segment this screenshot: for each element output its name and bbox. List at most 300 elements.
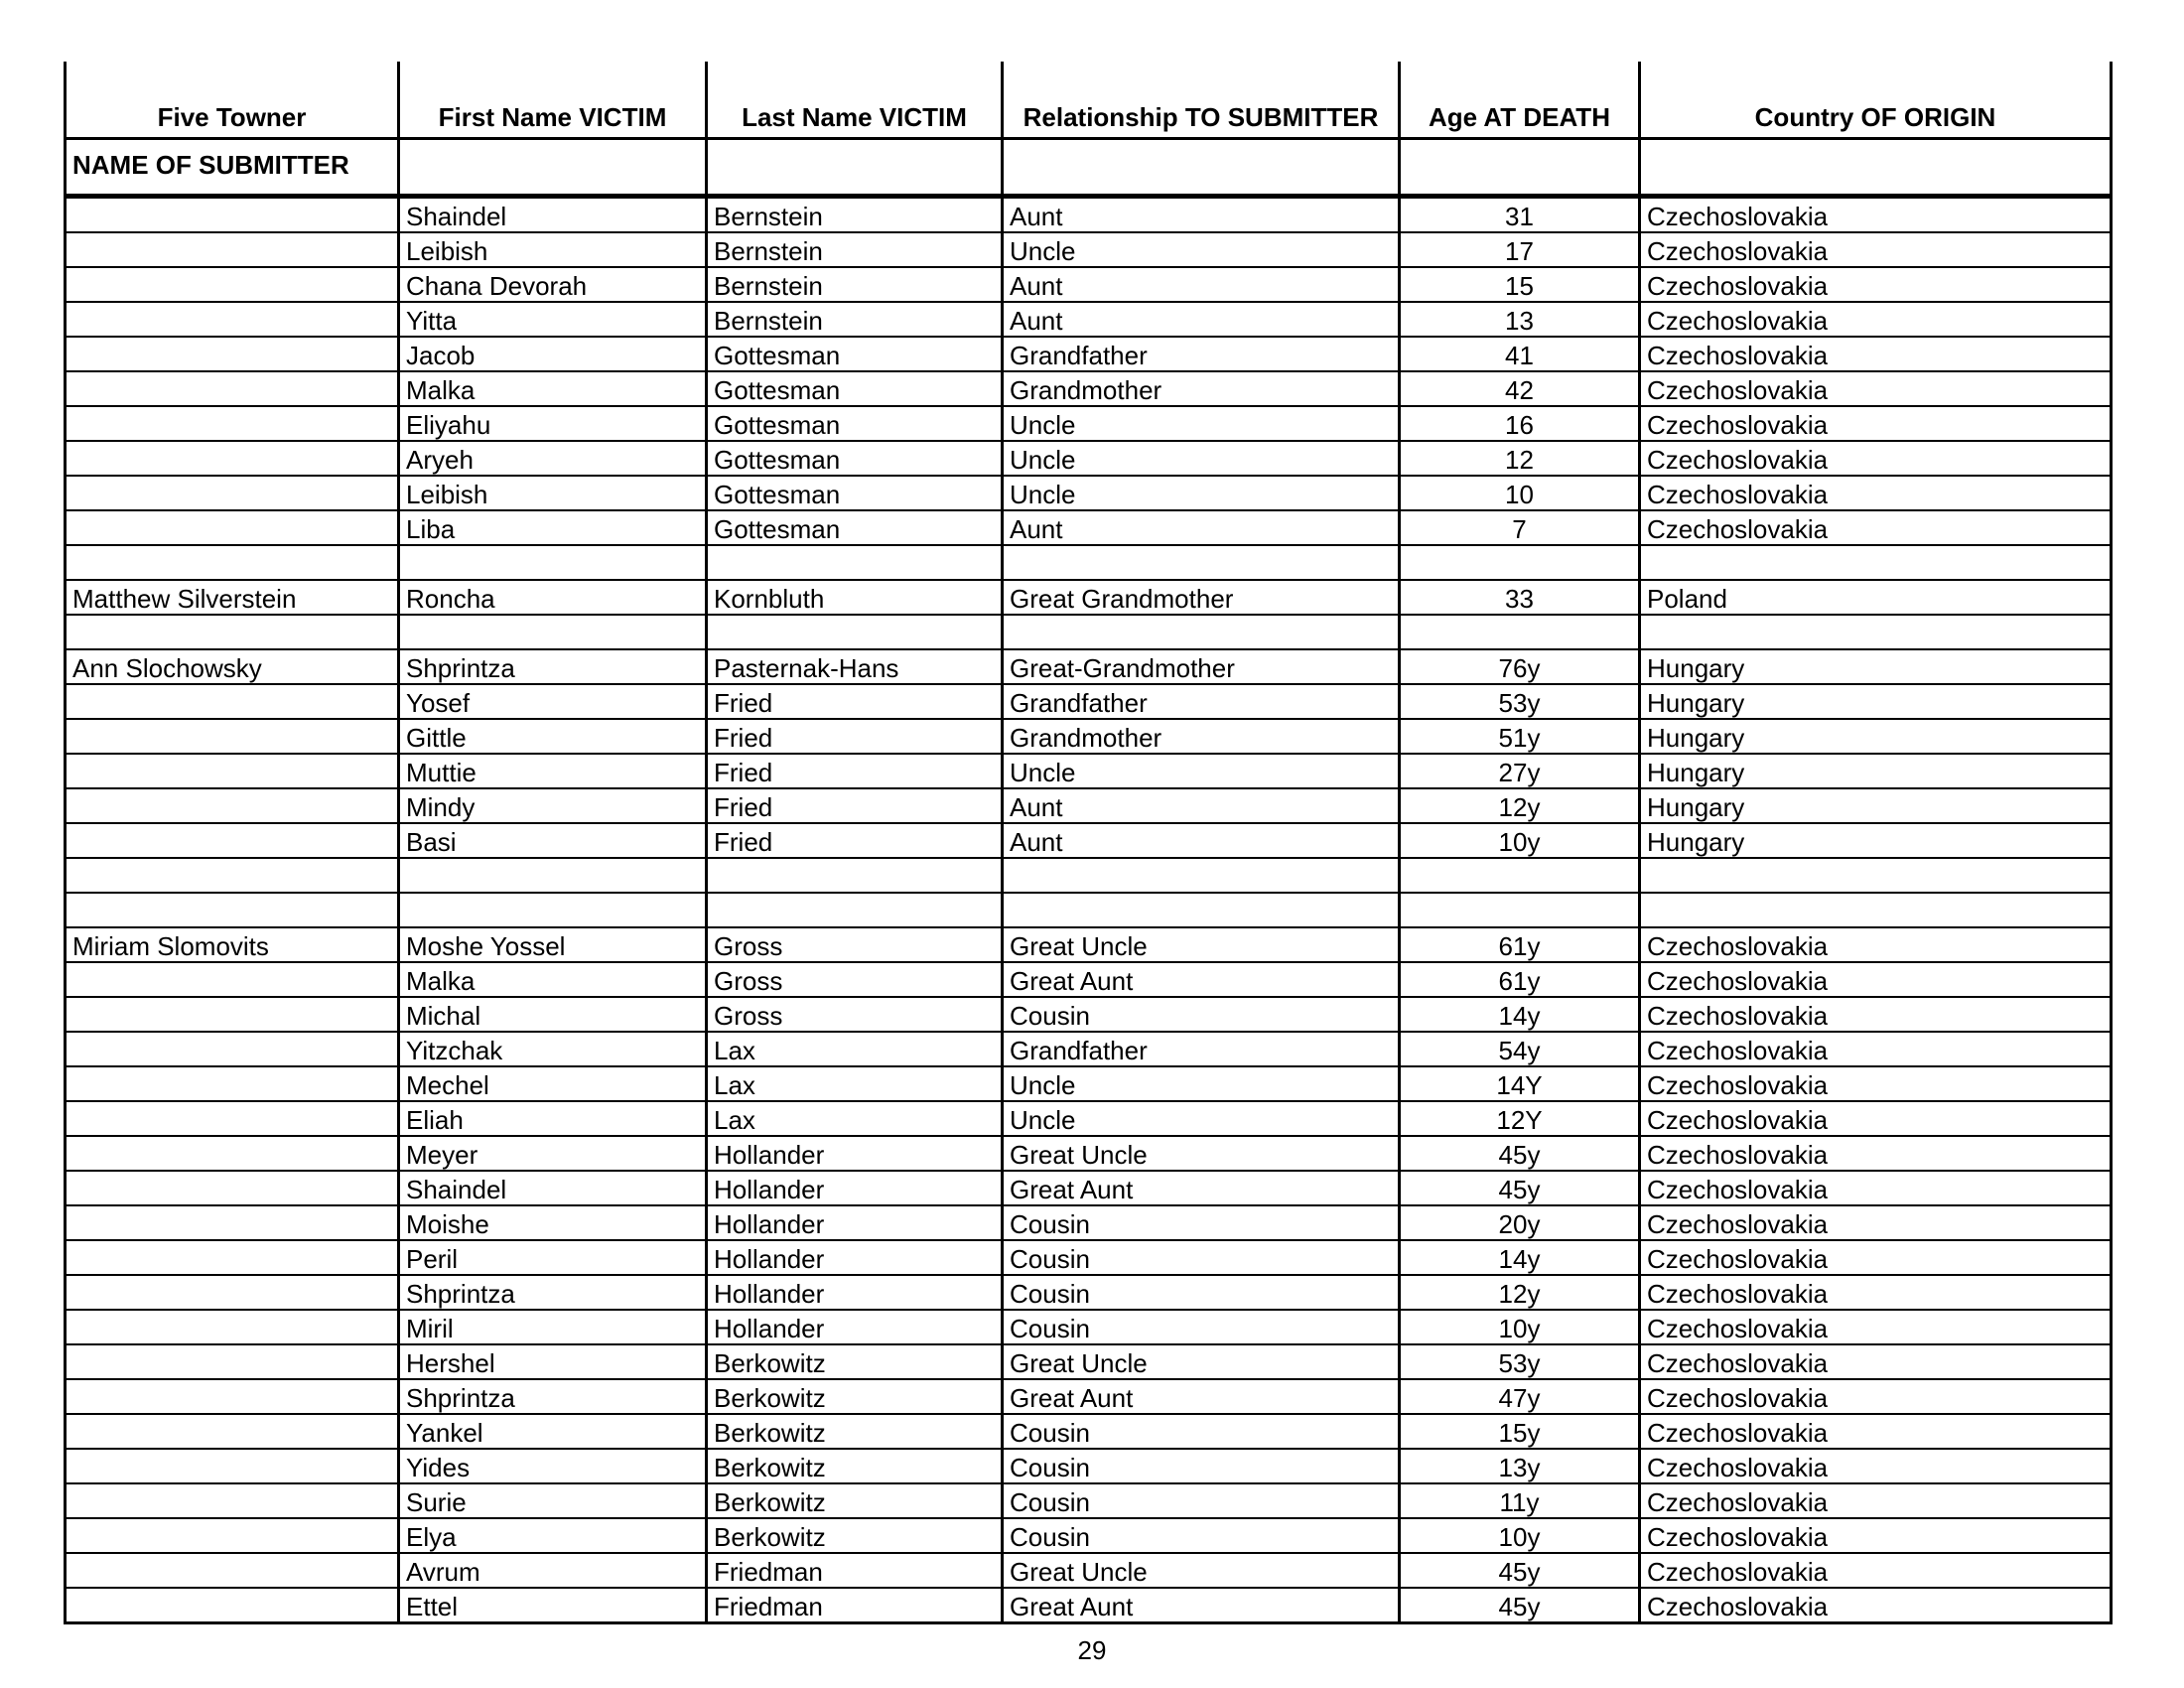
cell-relationship: Great Aunt — [1003, 1588, 1400, 1623]
cell-country: Czechoslovakia — [1640, 997, 2112, 1032]
cell-country: Czechoslovakia — [1640, 476, 2112, 510]
cell-first-name: Leibish — [399, 476, 707, 510]
cell-relationship: Aunt — [1003, 302, 1400, 337]
cell-submitter — [66, 684, 399, 719]
cell-submitter — [66, 997, 399, 1032]
cell-last-name: Hollander — [707, 1171, 1003, 1205]
cell-first-name: Hershel — [399, 1344, 707, 1379]
cell-first-name: Yosef — [399, 684, 707, 719]
table-row — [66, 476, 2112, 510]
cell-submitter — [66, 858, 399, 893]
cell-first-name — [399, 858, 707, 893]
cell-submitter — [66, 962, 399, 997]
table-row — [66, 1344, 2112, 1379]
cell-age: 42 — [1400, 371, 1640, 406]
cell-last-name: Lax — [707, 1032, 1003, 1066]
cell-age: 61y — [1400, 927, 1640, 962]
cell-relationship: Aunt — [1003, 267, 1400, 302]
subheader-empty — [1400, 139, 1640, 197]
cell-relationship: Cousin — [1003, 1483, 1400, 1518]
cell-country: Hungary — [1640, 823, 2112, 858]
table-row — [66, 754, 2112, 788]
cell-last-name: Berkowitz — [707, 1449, 1003, 1483]
cell-last-name — [707, 893, 1003, 927]
cell-last-name: Gross — [707, 962, 1003, 997]
cell-submitter — [66, 1171, 399, 1205]
cell-submitter — [66, 1449, 399, 1483]
cell-submitter — [66, 615, 399, 649]
cell-country: Czechoslovakia — [1640, 441, 2112, 476]
table-row — [66, 615, 2112, 649]
table-row — [66, 580, 2112, 615]
cell-first-name: Avrum — [399, 1553, 707, 1588]
cell-country: Czechoslovakia — [1640, 962, 2112, 997]
cell-first-name: Yitzchak — [399, 1032, 707, 1066]
table-body — [66, 197, 2112, 1623]
cell-age: 47y — [1400, 1379, 1640, 1414]
cell-age: 12y — [1400, 1275, 1640, 1310]
cell-last-name: Lax — [707, 1101, 1003, 1136]
cell-age: 10y — [1400, 823, 1640, 858]
cell-age: 15y — [1400, 1414, 1640, 1449]
page-number: 29 — [1077, 1635, 1107, 1665]
cell-last-name: Friedman — [707, 1553, 1003, 1588]
table-row — [66, 788, 2112, 823]
cell-last-name — [707, 615, 1003, 649]
table-row — [66, 1588, 2112, 1623]
cell-age: 45y — [1400, 1171, 1640, 1205]
cell-first-name: Leibish — [399, 232, 707, 267]
table-row — [66, 232, 2112, 267]
table-row — [66, 267, 2112, 302]
cell-first-name: Eliah — [399, 1101, 707, 1136]
cell-first-name: Shaindel — [399, 197, 707, 233]
cell-country — [1640, 893, 2112, 927]
cell-country: Hungary — [1640, 649, 2112, 684]
cell-submitter — [66, 788, 399, 823]
cell-age: 12y — [1400, 788, 1640, 823]
table-header — [66, 62, 2112, 197]
cell-relationship: Cousin — [1003, 1449, 1400, 1483]
cell-last-name — [707, 858, 1003, 893]
cell-last-name: Berkowitz — [707, 1483, 1003, 1518]
cell-last-name: Fried — [707, 684, 1003, 719]
cell-age: 45y — [1400, 1553, 1640, 1588]
table-row — [66, 1449, 2112, 1483]
table-row — [66, 962, 2112, 997]
cell-last-name: Berkowitz — [707, 1518, 1003, 1553]
cell-country: Czechoslovakia — [1640, 1518, 2112, 1553]
cell-submitter — [66, 1344, 399, 1379]
cell-age: 10y — [1400, 1518, 1640, 1553]
cell-age: 16 — [1400, 406, 1640, 441]
cell-country: Czechoslovakia — [1640, 510, 2112, 545]
cell-age: 53y — [1400, 1344, 1640, 1379]
table-row — [66, 858, 2112, 893]
cell-relationship: Cousin — [1003, 1275, 1400, 1310]
victims-table — [64, 62, 2113, 1624]
cell-last-name: Bernstein — [707, 232, 1003, 267]
cell-age: 7 — [1400, 510, 1640, 545]
cell-submitter — [66, 302, 399, 337]
cell-country: Czechoslovakia — [1640, 1275, 2112, 1310]
cell-relationship: Cousin — [1003, 997, 1400, 1032]
cell-submitter — [66, 1518, 399, 1553]
cell-relationship: Cousin — [1003, 1310, 1400, 1344]
cell-country: Czechoslovakia — [1640, 1205, 2112, 1240]
cell-relationship: Grandfather — [1003, 337, 1400, 371]
cell-relationship: Great Grandmother — [1003, 580, 1400, 615]
cell-submitter — [66, 1414, 399, 1449]
cell-country: Hungary — [1640, 719, 2112, 754]
cell-relationship: Great Uncle — [1003, 1553, 1400, 1588]
table-row — [66, 823, 2112, 858]
cell-country: Czechoslovakia — [1640, 337, 2112, 371]
table-row — [66, 545, 2112, 580]
cell-age: 10 — [1400, 476, 1640, 510]
cell-country: Czechoslovakia — [1640, 371, 2112, 406]
cell-relationship: Grandfather — [1003, 1032, 1400, 1066]
cell-last-name: Gross — [707, 927, 1003, 962]
cell-relationship: Great Aunt — [1003, 1379, 1400, 1414]
table-row — [66, 1518, 2112, 1553]
cell-country: Czechoslovakia — [1640, 1032, 2112, 1066]
cell-first-name: Yides — [399, 1449, 707, 1483]
cell-relationship: Uncle — [1003, 232, 1400, 267]
cell-last-name: Bernstein — [707, 267, 1003, 302]
header-country: Country OF ORIGIN — [1640, 62, 2112, 139]
subheader-empty — [1003, 139, 1400, 197]
cell-first-name: Basi — [399, 823, 707, 858]
table-row — [66, 510, 2112, 545]
subheader-row — [66, 139, 2112, 197]
cell-last-name: Gottesman — [707, 337, 1003, 371]
table-row — [66, 1240, 2112, 1275]
cell-last-name — [707, 545, 1003, 580]
cell-submitter — [66, 267, 399, 302]
cell-submitter — [66, 823, 399, 858]
cell-submitter: Ann Slochowsky — [66, 649, 399, 684]
cell-submitter — [66, 1553, 399, 1588]
cell-relationship: Uncle — [1003, 476, 1400, 510]
cell-last-name: Gottesman — [707, 510, 1003, 545]
cell-relationship: Great Uncle — [1003, 927, 1400, 962]
cell-country: Czechoslovakia — [1640, 1101, 2112, 1136]
cell-age: 33 — [1400, 580, 1640, 615]
cell-age — [1400, 893, 1640, 927]
cell-last-name: Pasternak-Hans — [707, 649, 1003, 684]
cell-age: 14y — [1400, 1240, 1640, 1275]
subheader-empty — [399, 139, 707, 197]
header-last-name: Last Name VICTIM — [707, 62, 1003, 139]
cell-country: Czechoslovakia — [1640, 1553, 2112, 1588]
cell-country: Czechoslovakia — [1640, 927, 2112, 962]
cell-age: 17 — [1400, 232, 1640, 267]
cell-submitter — [66, 545, 399, 580]
cell-age — [1400, 545, 1640, 580]
cell-submitter — [66, 754, 399, 788]
header-row — [66, 62, 2112, 139]
cell-age: 14y — [1400, 997, 1640, 1032]
cell-submitter — [66, 1588, 399, 1623]
cell-submitter — [66, 337, 399, 371]
cell-country: Czechoslovakia — [1640, 1449, 2112, 1483]
table-row — [66, 927, 2112, 962]
cell-country: Czechoslovakia — [1640, 197, 2112, 233]
cell-age: 31 — [1400, 197, 1640, 233]
cell-relationship: Grandmother — [1003, 371, 1400, 406]
cell-country: Czechoslovakia — [1640, 1483, 2112, 1518]
cell-first-name: Roncha — [399, 580, 707, 615]
cell-submitter — [66, 510, 399, 545]
cell-relationship — [1003, 545, 1400, 580]
cell-age: 10y — [1400, 1310, 1640, 1344]
table-row — [66, 1205, 2112, 1240]
cell-age: 14Y — [1400, 1066, 1640, 1101]
cell-relationship: Uncle — [1003, 406, 1400, 441]
cell-submitter — [66, 1379, 399, 1414]
cell-country — [1640, 615, 2112, 649]
table-row — [66, 1379, 2112, 1414]
table-row — [66, 1483, 2112, 1518]
cell-age: 27y — [1400, 754, 1640, 788]
cell-relationship: Uncle — [1003, 441, 1400, 476]
cell-last-name: Hollander — [707, 1136, 1003, 1171]
cell-submitter — [66, 1136, 399, 1171]
cell-country: Czechoslovakia — [1640, 406, 2112, 441]
cell-relationship — [1003, 858, 1400, 893]
cell-country: Hungary — [1640, 754, 2112, 788]
cell-submitter — [66, 1205, 399, 1240]
cell-last-name: Fried — [707, 788, 1003, 823]
cell-age: 76y — [1400, 649, 1640, 684]
cell-country: Czechoslovakia — [1640, 1344, 2112, 1379]
cell-country — [1640, 858, 2112, 893]
cell-age: 45y — [1400, 1136, 1640, 1171]
cell-country: Czechoslovakia — [1640, 1379, 2112, 1414]
cell-last-name: Kornbluth — [707, 580, 1003, 615]
cell-first-name: Shaindel — [399, 1171, 707, 1205]
cell-country: Czechoslovakia — [1640, 1171, 2112, 1205]
cell-relationship: Great Uncle — [1003, 1344, 1400, 1379]
cell-first-name: Malka — [399, 962, 707, 997]
cell-submitter — [66, 476, 399, 510]
cell-relationship: Cousin — [1003, 1518, 1400, 1553]
cell-submitter — [66, 441, 399, 476]
table-row — [66, 1101, 2112, 1136]
cell-last-name: Berkowitz — [707, 1414, 1003, 1449]
cell-first-name: Surie — [399, 1483, 707, 1518]
cell-last-name: Gottesman — [707, 441, 1003, 476]
table-row — [66, 1310, 2112, 1344]
subheader-name-of-submitter: NAME OF SUBMITTER — [66, 139, 399, 197]
cell-relationship: Cousin — [1003, 1414, 1400, 1449]
cell-country: Poland — [1640, 580, 2112, 615]
cell-submitter — [66, 371, 399, 406]
cell-first-name: Moishe — [399, 1205, 707, 1240]
table-row — [66, 371, 2112, 406]
cell-country — [1640, 545, 2112, 580]
cell-submitter — [66, 1032, 399, 1066]
cell-country: Czechoslovakia — [1640, 1310, 2112, 1344]
table-row — [66, 337, 2112, 371]
cell-age: 45y — [1400, 1588, 1640, 1623]
table-row — [66, 997, 2112, 1032]
cell-last-name: Hollander — [707, 1240, 1003, 1275]
cell-country: Czechoslovakia — [1640, 1588, 2112, 1623]
cell-first-name: Mindy — [399, 788, 707, 823]
cell-relationship: Great-Grandmother — [1003, 649, 1400, 684]
cell-relationship: Great Aunt — [1003, 962, 1400, 997]
cell-age: 13 — [1400, 302, 1640, 337]
table-row — [66, 1136, 2112, 1171]
cell-country: Czechoslovakia — [1640, 302, 2112, 337]
cell-country: Czechoslovakia — [1640, 1066, 2112, 1101]
table-row — [66, 719, 2112, 754]
cell-first-name: Eliyahu — [399, 406, 707, 441]
cell-last-name: Gottesman — [707, 371, 1003, 406]
table-row — [66, 684, 2112, 719]
cell-age — [1400, 615, 1640, 649]
cell-last-name: Hollander — [707, 1310, 1003, 1344]
cell-submitter — [66, 406, 399, 441]
cell-relationship: Aunt — [1003, 510, 1400, 545]
cell-country: Czechoslovakia — [1640, 1414, 2112, 1449]
cell-first-name: Meyer — [399, 1136, 707, 1171]
table-row — [66, 1066, 2112, 1101]
table-row — [66, 1275, 2112, 1310]
header-relationship: Relationship TO SUBMITTER — [1003, 62, 1400, 139]
cell-first-name: Shprintza — [399, 1379, 707, 1414]
subheader-empty — [707, 139, 1003, 197]
cell-age: 11y — [1400, 1483, 1640, 1518]
cell-age: 41 — [1400, 337, 1640, 371]
cell-submitter — [66, 1275, 399, 1310]
table-row — [66, 1171, 2112, 1205]
cell-relationship: Uncle — [1003, 1066, 1400, 1101]
cell-relationship: Grandmother — [1003, 719, 1400, 754]
cell-country: Czechoslovakia — [1640, 1136, 2112, 1171]
cell-first-name: Ettel — [399, 1588, 707, 1623]
cell-submitter — [66, 1483, 399, 1518]
cell-first-name: Shprintza — [399, 649, 707, 684]
cell-last-name: Friedman — [707, 1588, 1003, 1623]
victims-table-container — [64, 62, 2110, 1624]
table-row — [66, 406, 2112, 441]
cell-age: 13y — [1400, 1449, 1640, 1483]
cell-last-name: Fried — [707, 719, 1003, 754]
cell-age: 61y — [1400, 962, 1640, 997]
cell-country: Czechoslovakia — [1640, 1240, 2112, 1275]
table-row — [66, 893, 2112, 927]
cell-first-name: Yankel — [399, 1414, 707, 1449]
cell-submitter: Matthew Silverstein — [66, 580, 399, 615]
table-row — [66, 1032, 2112, 1066]
cell-first-name: Shprintza — [399, 1275, 707, 1310]
table-row — [66, 649, 2112, 684]
cell-age: 15 — [1400, 267, 1640, 302]
cell-submitter — [66, 1310, 399, 1344]
cell-last-name: Fried — [707, 754, 1003, 788]
cell-relationship: Cousin — [1003, 1205, 1400, 1240]
table-row — [66, 197, 2112, 233]
cell-relationship: Great Aunt — [1003, 1171, 1400, 1205]
cell-relationship: Uncle — [1003, 754, 1400, 788]
cell-first-name — [399, 545, 707, 580]
cell-submitter: Miriam Slomovits — [66, 927, 399, 962]
cell-relationship: Great Uncle — [1003, 1136, 1400, 1171]
cell-last-name: Lax — [707, 1066, 1003, 1101]
cell-relationship — [1003, 615, 1400, 649]
cell-first-name — [399, 893, 707, 927]
cell-first-name: Peril — [399, 1240, 707, 1275]
cell-country: Czechoslovakia — [1640, 232, 2112, 267]
cell-relationship: Aunt — [1003, 197, 1400, 233]
cell-first-name: Malka — [399, 371, 707, 406]
cell-submitter — [66, 1066, 399, 1101]
cell-first-name: Michal — [399, 997, 707, 1032]
cell-relationship: Aunt — [1003, 788, 1400, 823]
table-row — [66, 441, 2112, 476]
cell-submitter — [66, 197, 399, 233]
cell-last-name: Bernstein — [707, 302, 1003, 337]
cell-submitter — [66, 719, 399, 754]
cell-age — [1400, 858, 1640, 893]
cell-last-name: Gottesman — [707, 476, 1003, 510]
cell-country: Hungary — [1640, 684, 2112, 719]
cell-last-name: Berkowitz — [707, 1379, 1003, 1414]
cell-first-name: Elya — [399, 1518, 707, 1553]
cell-last-name: Bernstein — [707, 197, 1003, 233]
cell-relationship: Grandfather — [1003, 684, 1400, 719]
cell-relationship: Cousin — [1003, 1240, 1400, 1275]
cell-first-name: Mechel — [399, 1066, 707, 1101]
cell-first-name — [399, 615, 707, 649]
header-five-towner: Five Towner — [66, 62, 399, 139]
cell-first-name: Muttie — [399, 754, 707, 788]
cell-first-name: Yitta — [399, 302, 707, 337]
cell-first-name: Jacob — [399, 337, 707, 371]
cell-last-name: Berkowitz — [707, 1344, 1003, 1379]
cell-submitter — [66, 1101, 399, 1136]
cell-last-name: Gottesman — [707, 406, 1003, 441]
cell-age: 12Y — [1400, 1101, 1640, 1136]
cell-submitter — [66, 232, 399, 267]
cell-last-name: Fried — [707, 823, 1003, 858]
cell-submitter — [66, 1240, 399, 1275]
cell-last-name: Hollander — [707, 1275, 1003, 1310]
cell-first-name: Chana Devorah — [399, 267, 707, 302]
cell-country: Czechoslovakia — [1640, 267, 2112, 302]
cell-country: Hungary — [1640, 788, 2112, 823]
table-row — [66, 1553, 2112, 1588]
cell-first-name: Liba — [399, 510, 707, 545]
cell-age: 54y — [1400, 1032, 1640, 1066]
cell-first-name: Miril — [399, 1310, 707, 1344]
table-row — [66, 1414, 2112, 1449]
cell-relationship — [1003, 893, 1400, 927]
cell-age: 20y — [1400, 1205, 1640, 1240]
cell-submitter — [66, 893, 399, 927]
cell-first-name: Gittle — [399, 719, 707, 754]
header-first-name: First Name VICTIM — [399, 62, 707, 139]
cell-relationship: Uncle — [1003, 1101, 1400, 1136]
cell-age: 12 — [1400, 441, 1640, 476]
cell-age: 53y — [1400, 684, 1640, 719]
subheader-empty — [1640, 139, 2112, 197]
cell-first-name: Aryeh — [399, 441, 707, 476]
cell-age: 51y — [1400, 719, 1640, 754]
